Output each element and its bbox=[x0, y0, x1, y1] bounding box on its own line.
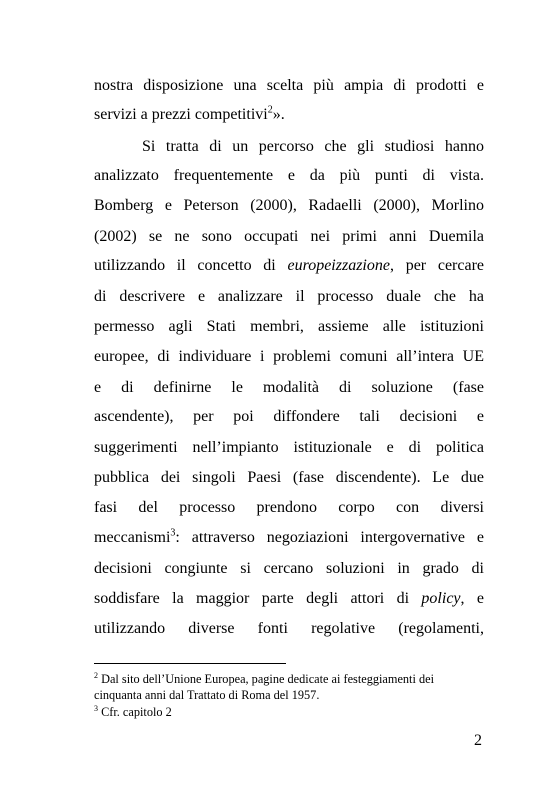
body-line bbox=[94, 347, 484, 367]
body-italic-text: policy bbox=[421, 590, 461, 607]
body-line bbox=[94, 256, 484, 276]
body-text: Bomberg e Peterson (2000), Radaelli (2000), Morlino bbox=[94, 197, 484, 214]
body-text: di descrivere e analizzare il processo duale che ha bbox=[94, 288, 484, 305]
body-text: : attraverso negoziazioni intergovernative e bbox=[175, 529, 484, 546]
body-line bbox=[94, 407, 484, 427]
body-text: utilizzando il concetto di bbox=[94, 257, 288, 274]
body-text: meccanismi bbox=[94, 529, 171, 546]
body-text: ». bbox=[272, 106, 285, 123]
body-text: pubblica dei singoli Paesi (fase discendente). Le due bbox=[94, 469, 484, 486]
body-text: ascendente), per poi diffondere tali decisioni e bbox=[94, 408, 484, 425]
body-line bbox=[94, 468, 484, 488]
body-line bbox=[94, 559, 484, 579]
body-line bbox=[94, 498, 484, 518]
body-text: e di definirne le modalità di soluzione (fase bbox=[94, 379, 484, 396]
footnote-footnote-mark: 2 bbox=[94, 670, 98, 680]
page-number: 2 bbox=[474, 732, 482, 749]
body-text: suggerimenti nell’impianto istituzionale e di politica bbox=[94, 439, 484, 456]
footnote-text: Cfr. capitolo 2 bbox=[98, 705, 172, 719]
body-text: , e bbox=[460, 590, 484, 607]
footnote-line bbox=[94, 705, 484, 720]
body-text: decisioni congiunte si cercano soluzioni in grado di bbox=[94, 560, 484, 577]
footnote-footnote-mark: 3 bbox=[94, 703, 98, 713]
body-text: fasi del processo prendono corpo con diversi bbox=[94, 499, 484, 516]
body-line bbox=[94, 227, 484, 247]
body-line bbox=[94, 528, 484, 548]
body-text: permesso agli Stati membri, assieme alle istituzioni bbox=[94, 318, 484, 335]
body-footnote-mark: 3 bbox=[170, 527, 176, 539]
body-text: soddisfare la maggior parte degli attori di bbox=[94, 590, 422, 607]
body-footnote-mark: 2 bbox=[267, 104, 273, 116]
body-line bbox=[94, 105, 484, 125]
body-italic-text: europeizzazione bbox=[287, 257, 390, 274]
footnote-line bbox=[94, 672, 484, 687]
body-line bbox=[94, 287, 484, 307]
body-text: analizzato frequentemente e da più punti di vista. bbox=[94, 167, 484, 184]
footnote-line bbox=[94, 688, 484, 703]
body-line bbox=[94, 196, 484, 216]
body-text: europee, di individuare i problemi comuni all’intera UE bbox=[94, 348, 484, 365]
body-line bbox=[94, 76, 484, 96]
body-text: servizi a prezzi competitivi bbox=[94, 106, 268, 123]
body-text: utilizzando diverse fonti regolative (regolamenti, bbox=[94, 620, 484, 637]
footnote-text: Dal sito dell’Unione Europea, pagine dedicate ai festeggiamenti dei bbox=[98, 672, 434, 686]
body-line bbox=[94, 619, 484, 639]
body-line bbox=[94, 317, 484, 337]
body-line bbox=[94, 378, 484, 398]
body-text: , per cercare bbox=[389, 257, 484, 274]
body-line bbox=[94, 589, 484, 609]
body-text: Si tratta di un percorso che gli studiosi hanno bbox=[142, 138, 484, 155]
body-line bbox=[142, 137, 484, 157]
body-text: nostra disposizione una scelta più ampia di prodotti e bbox=[94, 77, 484, 94]
body-text: (2002) se ne sono occupati nei primi anni Duemila bbox=[94, 228, 484, 245]
body-line bbox=[94, 438, 484, 458]
body-line bbox=[94, 166, 484, 186]
footnote-text: cinquanta anni dal Trattato di Roma del 1957. bbox=[94, 688, 320, 702]
footnote-separator bbox=[94, 663, 286, 664]
